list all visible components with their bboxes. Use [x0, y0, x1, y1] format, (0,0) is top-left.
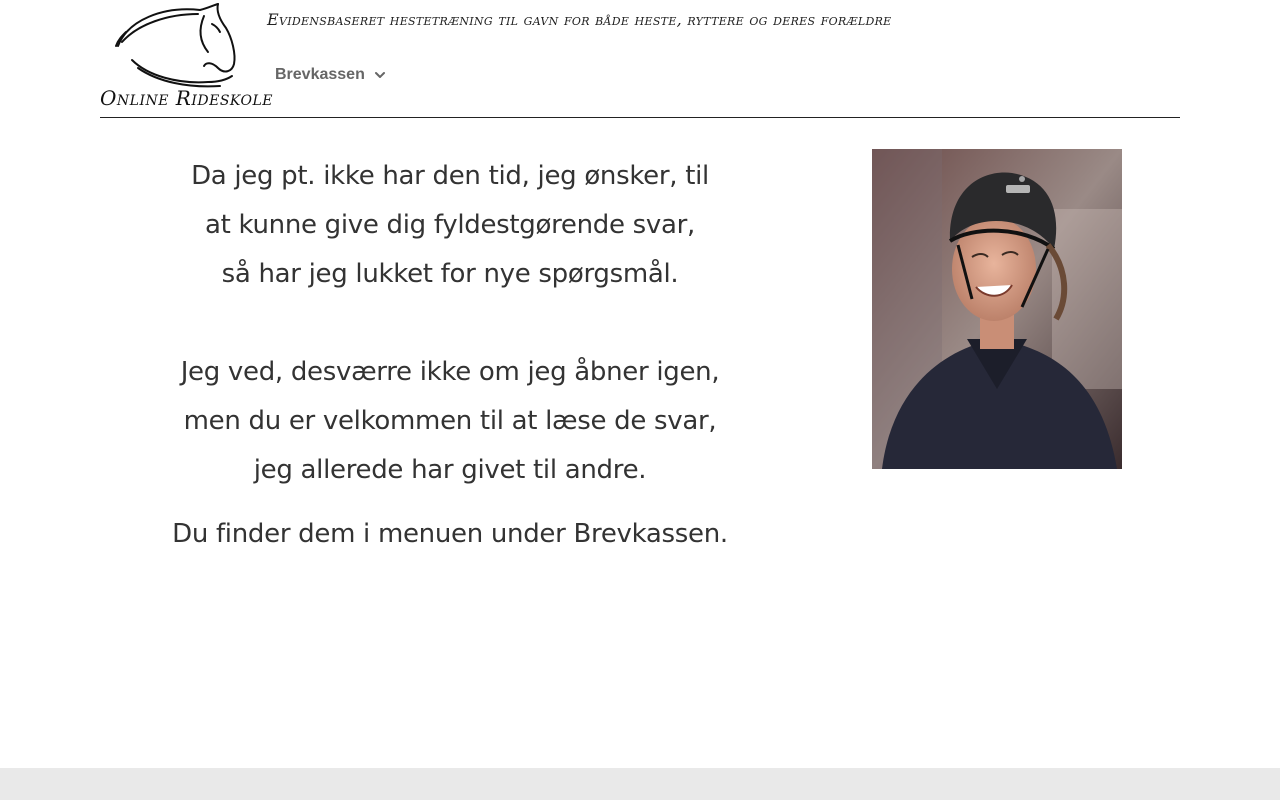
- portrait-photo: [872, 149, 1122, 469]
- closing-text: Du finder dem i menuen under Brevkassen.: [172, 519, 728, 549]
- paragraph-line: at kunne give dig fyldestgørende svar,: [205, 210, 695, 240]
- chevron-down-icon: [373, 68, 387, 82]
- site-tagline: Evidensbaseret hestetræning til gavn for både heste, ryttere og deres forældre: [267, 10, 892, 29]
- paragraph-line: Jeg ved, desværre ikke om jeg åbner igen,: [180, 357, 720, 387]
- footer-band: [0, 768, 1280, 800]
- main-content: [160, 152, 740, 559]
- nav-item-brevkassen[interactable]: [275, 66, 387, 84]
- paragraph-line: men du er velkommen til at læse de svar,: [183, 406, 717, 436]
- rider-portrait-image: [872, 149, 1122, 469]
- nav-item-label: Brevkassen: [275, 66, 365, 83]
- paragraph-spacer: [160, 299, 740, 348]
- logo-text: Online Rideskole: [100, 86, 274, 110]
- site-logo[interactable]: [100, 0, 274, 114]
- paragraph-line: så har jeg lukket for nye spørgsmål.: [221, 259, 679, 289]
- horse-head-logo-icon: [108, 2, 238, 90]
- paragraph-line: jeg allerede har givet til andre.: [253, 455, 647, 485]
- paragraph-line: Da jeg pt. ikke har den tid, jeg ønsker, til: [191, 161, 709, 191]
- site-header: [100, 0, 1180, 118]
